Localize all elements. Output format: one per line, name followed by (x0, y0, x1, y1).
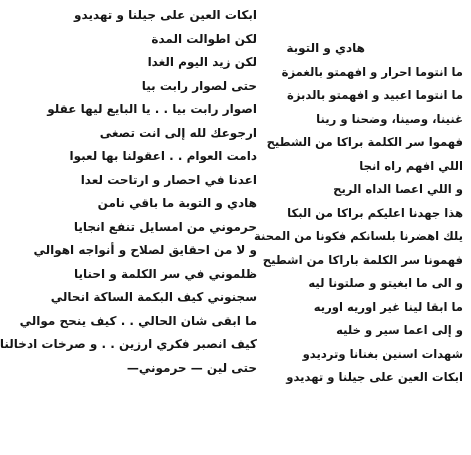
poem-line: شهدات اسنين بغنانا وترديدو (302, 346, 463, 361)
poem-line: حتى لين — حرموني— (126, 360, 257, 375)
poem-line: حتى لصوار رابت بيا (141, 78, 257, 93)
poem-line: ما ابقى شان الحالي . . كيف ينحح موالي (19, 313, 257, 328)
poem-line: اعدنا في احصار و ارتاحت لعدا (80, 172, 257, 187)
poem-line: ابكات العين على جيلنا و تهديدو (74, 8, 257, 22)
poem-line: هادي و التوبة ما باقي نامن (97, 196, 257, 210)
poem-line: يلك اهضرنا بلسانكم فكونا من المحنة (254, 229, 463, 243)
poem-line: ما ابقا لينا غير اوريه اوريه (313, 299, 463, 314)
poem-line: ارجوعك لله إلى انت تصغى (99, 125, 257, 140)
poem-title: هادي و التوبة (286, 41, 365, 55)
poem-line: هذا جهدنا اعليكم براكا من البكا (287, 205, 463, 220)
poem-line: ما انتوما احرار و افهمتو بالغمزة (281, 64, 463, 79)
poem-line: ما انتوما اعبيد و افهمتو بالدبزة (287, 88, 463, 102)
right-poem-column (254, 37, 463, 390)
poem-line: كيف انصبر فكري ارزين . . و صرخات ادخالنا (0, 337, 257, 351)
poem-line: و لا من احقايق لصلاح و أنواجه اهوالي (33, 243, 257, 257)
poem-line: فهمونا سر الكلمة باراكا من اشطيح (262, 252, 463, 267)
poem-line: فهموا سر الكلمة براكا من الشطيح (266, 135, 463, 149)
poem-line: غنينا، وصينا، وضحنا و رينا (316, 111, 463, 126)
poem-line: اللي افهم راه انجا (359, 158, 463, 173)
left-poem-column (0, 4, 257, 380)
poem-line: اصوار رابت بيا . . يا البايع ليها عقلو (47, 102, 257, 116)
poem-line: حرموني من امسايل تنفع انجايا (73, 219, 257, 234)
poem-line: لكن اطوالت المدة (151, 31, 257, 46)
poem-line: ظلموني في سر الكلمة و احنايا (73, 266, 257, 281)
poem-line: و الى ما ابغيتو و صلتونا ليه (308, 276, 463, 290)
poem-line: ابكات العين على جيلنا و تهديدو (286, 370, 463, 384)
poem-line: لكن زيد اليوم الغدا (147, 55, 257, 69)
poem-line: و إلى اعما سير و خليه (336, 323, 463, 337)
poem-line: و اللي اعصا الداه الريح (333, 182, 463, 196)
poem-line: سجنوني كيف البكمة الساكة انحالي (50, 290, 257, 304)
poem-line: دامت العوام . . اعقولنا بها لعبوا (69, 149, 257, 163)
